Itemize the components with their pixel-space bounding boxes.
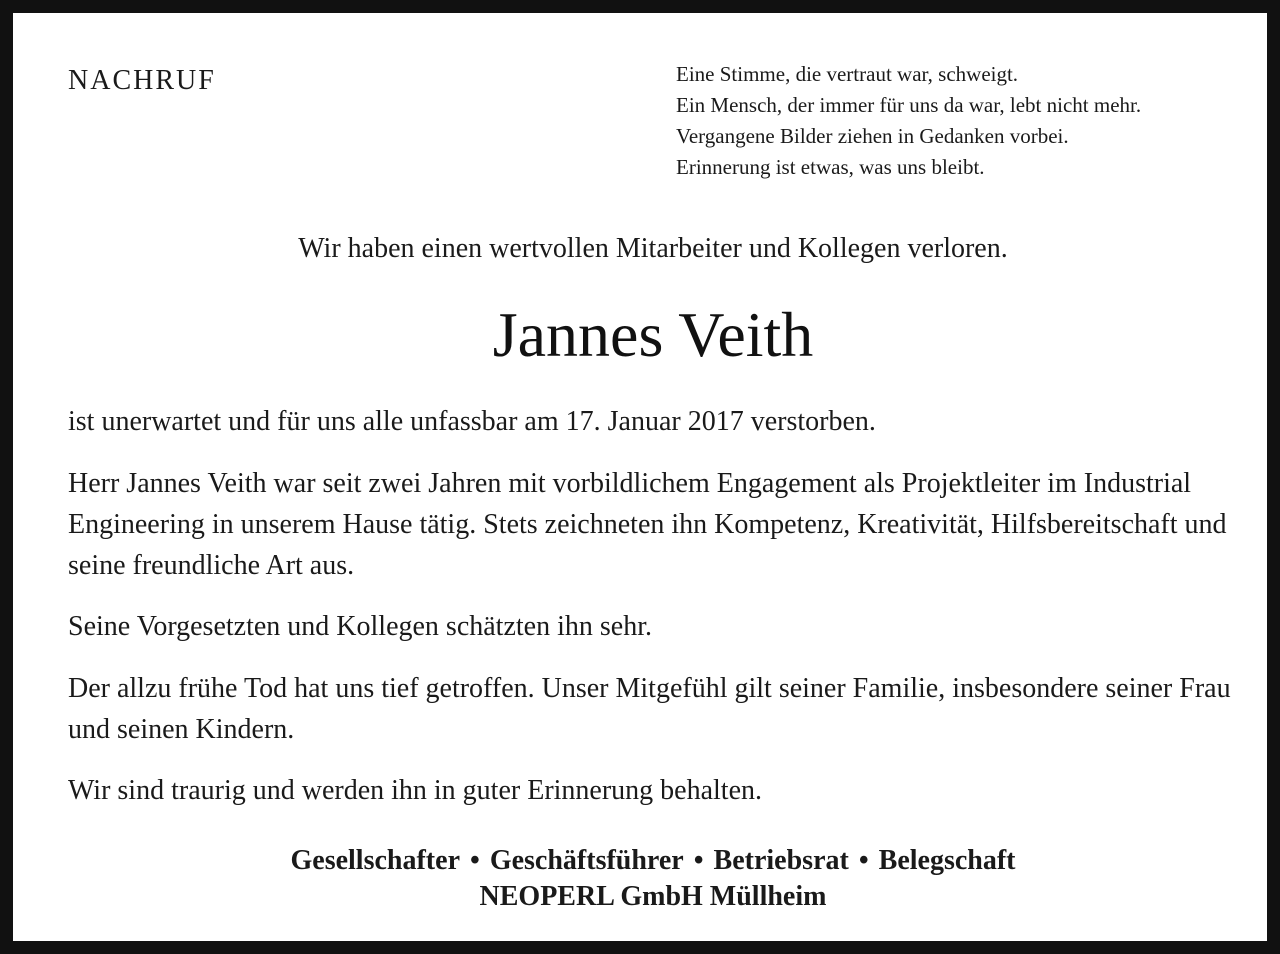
separator-dot: • <box>470 845 480 876</box>
poem-line: Eine Stimme, die vertraut war, schweigt. <box>676 62 1019 86</box>
paragraph-condolence: Der allzu frühe Tod hat uns tief getroffen. Unser Mitgefühl gilt seiner Familie, insbesondere seiner Frau und seinen Kindern. <box>68 673 1231 745</box>
signers-line <box>13 841 1280 880</box>
separator-dot: • <box>693 845 704 876</box>
heading-nachruf: NACHRUF <box>68 65 216 96</box>
separator-dot: • <box>858 845 869 876</box>
poem-line: Erinnerung ist etwas, was uns bleibt. <box>676 155 985 179</box>
paragraph-career: Herr Jannes Veith war seit zwei Jahren mit vorbildlichem Engagement als Projektleiter im Industrial Engineering in unserem Hause tätig. Stets zeichneten ihn Kompetenz, Kreativität, Hilfsbereitschaft und seine freundliche Art aus. <box>68 468 1227 581</box>
poem-line: Ein Mensch, der immer für uns da war, lebt nicht mehr. <box>676 93 1142 117</box>
signer: Belegschaft <box>878 845 1016 876</box>
signer: Geschäftsführer <box>489 845 684 876</box>
signer: Betriebsrat <box>713 845 849 876</box>
poem-line: Vergangene Bilder ziehen in Gedanken vorbei. <box>676 124 1069 148</box>
poem <box>676 59 1141 183</box>
signer: Gesellschafter <box>290 845 460 876</box>
paragraph-remembrance: Wir sind traurig und werden ihn in guter Erinnerung behalten. <box>68 775 763 806</box>
intro-line: Wir haben einen wertvollen Mitarbeiter und Kollegen verloren. <box>298 233 1008 264</box>
paragraph-esteem: Seine Vorgesetzten und Kollegen schätzten ihn sehr. <box>68 611 652 642</box>
paragraph-death-date: ist unerwartet und für uns alle unfassbar am 17. Januar 2017 verstorben. <box>68 406 876 437</box>
deceased-name: Jannes Veith <box>492 299 814 370</box>
company-name: NEOPERL GmbH Müllheim <box>479 881 827 912</box>
